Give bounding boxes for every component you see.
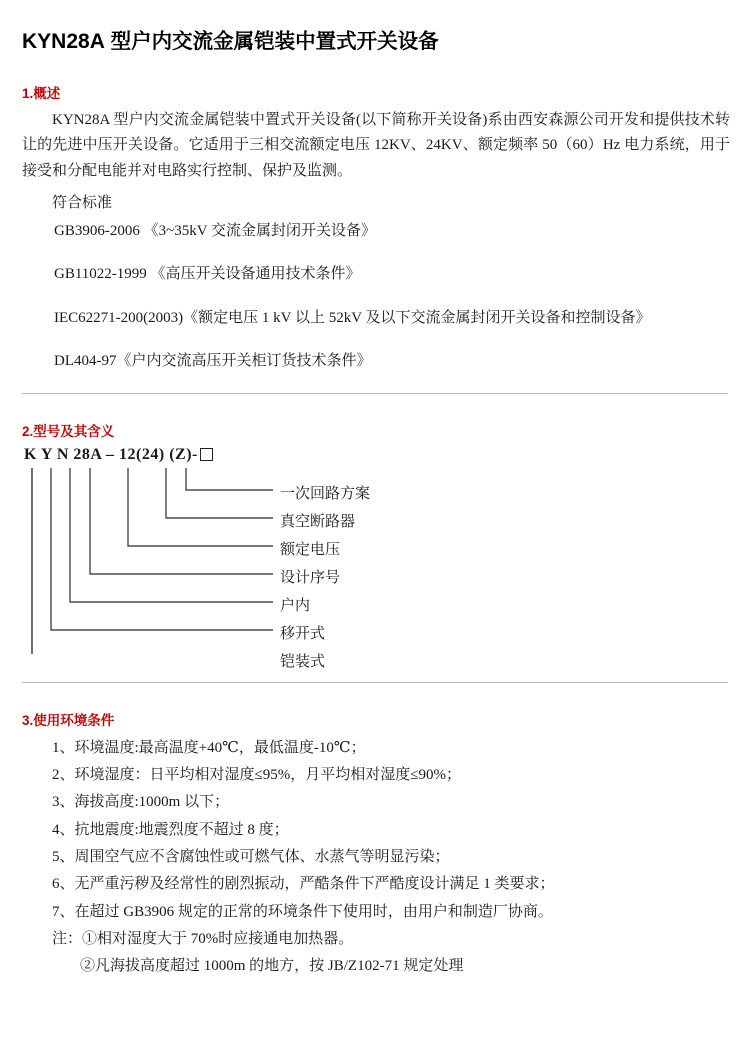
leader-lines-svg — [18, 464, 448, 654]
page-title-code: KYN28A — [22, 30, 105, 53]
model-code-text: K Y N 28A – 12(24) (Z)- — [24, 445, 198, 463]
standard-item-4: DL404-97《户内交流高压开关柜订货技术条件》 — [54, 353, 372, 370]
list-item: 6、无严重污秽及经常性的剧烈振动，严酷条件下严酷度设计满足 1 类要求； — [52, 876, 555, 893]
legend-item-2: 真空断路器 — [280, 513, 356, 530]
standards-label: 符合标准 — [52, 195, 113, 212]
legend-item-3: 额定电压 — [280, 541, 341, 558]
page-title-rest: 型户内交流金属铠装中置式开关设备 — [104, 30, 439, 53]
model-legend-diagram — [18, 464, 732, 670]
standard-item-3: IEC62271-200(2003)《额定电压 1 kV 以上 52kV 及以下交流金属封闭开关设备和控制设备》 — [54, 309, 651, 326]
model-code-line — [24, 446, 732, 464]
environment-note-1: 注：①相对湿度大于 70%时应接通电加热器。 — [52, 930, 354, 947]
list-item: 3、海拔高度:1000m 以下； — [52, 794, 230, 811]
model-code-box-icon — [200, 448, 213, 461]
legend-item-7: 铠装式 — [280, 653, 326, 670]
section-heading-environment: 3.使用环境条件 — [22, 712, 115, 728]
divider-1 — [22, 393, 728, 394]
environment-list — [18, 735, 732, 926]
list-item: 2、环境湿度：日平均相对湿度≤95%，月平均相对湿度≤90%； — [52, 767, 461, 784]
legend-item-1: 一次回路方案 — [280, 485, 371, 502]
list-item: 5、周围空气应不含腐蚀性或可燃气体、水蒸气等明显污染； — [52, 849, 450, 866]
list-item: 1、环境温度:最高温度+40℃，最低温度-10℃； — [52, 739, 366, 756]
overview-paragraph: KYN28A 型户内交流金属铠装中置式开关设备(以下简称开关设备)系由西安森源公司开发和提供技术转让的先进中压开关设备。它适用于三相交流额定电压 12KV、24KV、额定频率 50（60）Hz 电力系统，用于接受和分配电能并对电路实行控制、保护及监测。 — [22, 111, 730, 180]
list-item: 7、在超过 GB3906 规定的正常的环境条件下使用时，由用户和制造厂协商。 — [52, 903, 553, 920]
legend-item-6: 移开式 — [280, 625, 326, 642]
standard-item-2: GB11022-1999 《高压开关设备通用技术条件》 — [54, 266, 361, 283]
legend-item-4: 设计序号 — [280, 569, 341, 586]
section-heading-model: 2.型号及其含义 — [22, 423, 115, 439]
list-item: 4、抗地震度:地震烈度不超过 8 度； — [52, 821, 289, 838]
standard-item-1: GB3906-2006 《3~35kV 交流金属封闭开关设备》 — [54, 222, 377, 239]
section-heading-overview: 1.概述 — [22, 85, 61, 101]
page-title — [22, 28, 732, 56]
divider-2 — [22, 682, 728, 683]
environment-note-2: ②凡海拔高度超过 1000m 的地方，按 JB/Z102-71 规定处理 — [80, 958, 464, 975]
legend-item-5: 户内 — [280, 597, 311, 614]
